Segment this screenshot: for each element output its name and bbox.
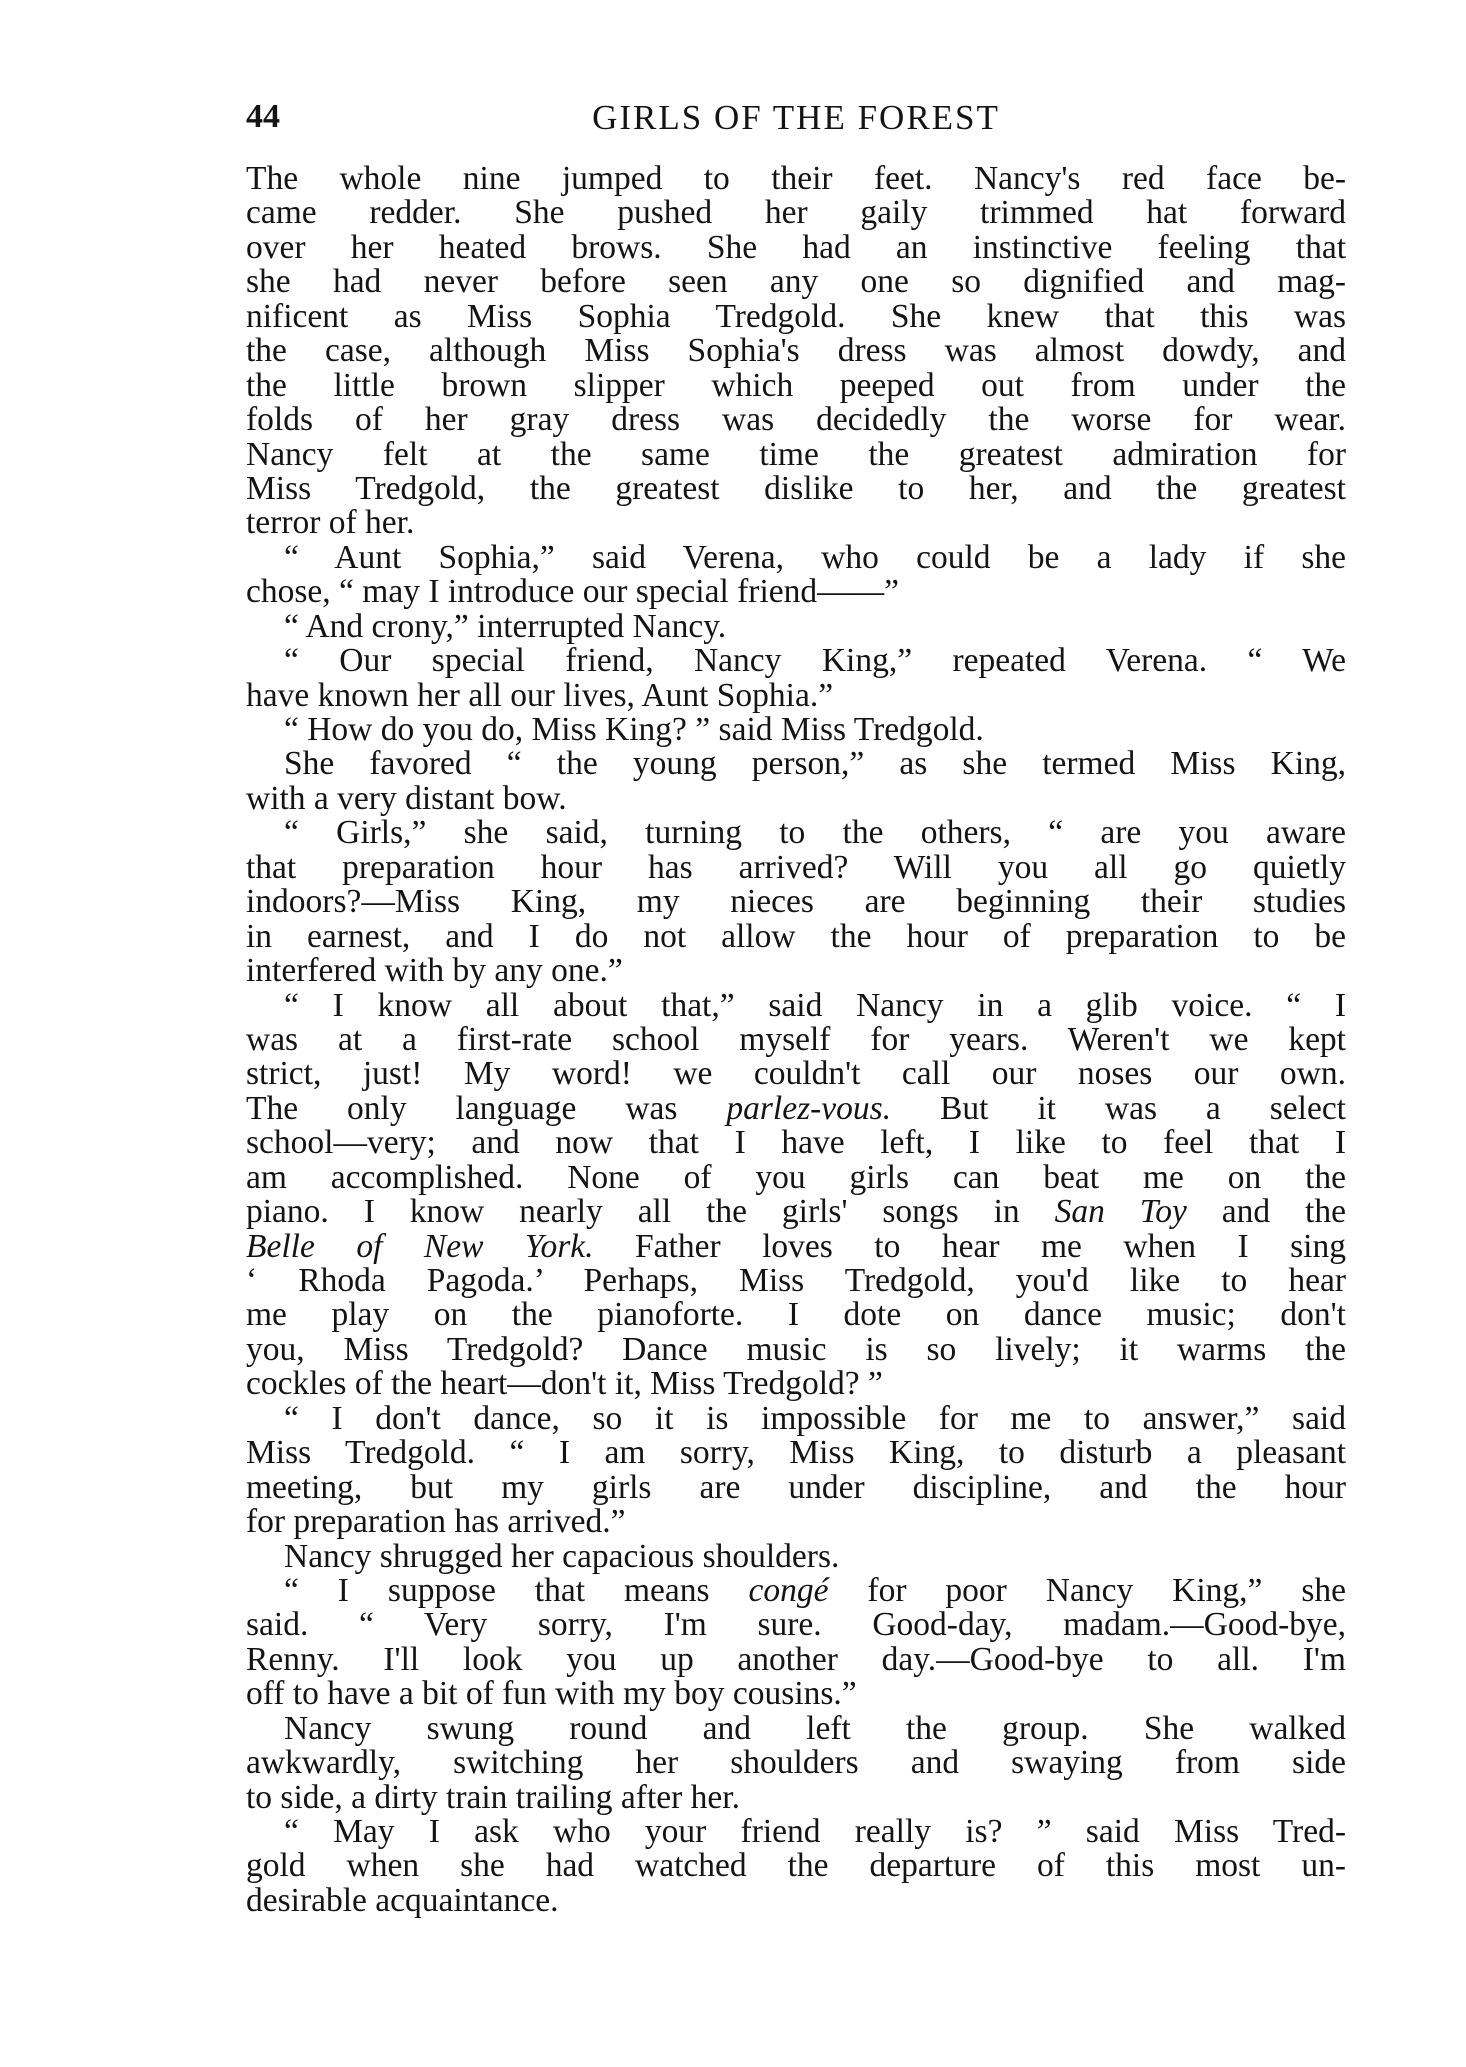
text-line: am accomplished. None of you girls can beat me on the [246,1158,1346,1196]
text-line: strict, just! My word! we couldn't call our noses our own. [246,1055,1346,1093]
text-line: chose, “ may I introduce our special friend——” [246,573,900,611]
text-line: “ I suppose that means congé for poor Nancy King,” she [284,1571,1346,1609]
text-line: off to have a bit of fun with my boy cousins.” [246,1675,857,1713]
text-line: nificent as Miss Sophia Tredgold. She knew that this was [246,297,1346,335]
text-line: The whole nine jumped to their feet. Nancy's red face be- [246,160,1346,197]
text-line: me play on the pianoforte. I dote on dance music; don't [246,1296,1346,1334]
text-line: Miss Tredgold. “ I am sorry, Miss King, to disturb a pleasant [246,1434,1346,1472]
body-text [246,162,1346,1918]
text-line: the case, although Miss Sophia's dress was almost dowdy, and [246,332,1346,370]
text-line: that preparation hour has arrived? Will you all go quietly [246,848,1346,886]
text-line: desirable acquaintance. [246,1881,559,1919]
text-line: interfered with by any one.” [246,952,623,990]
text-line: with a very distant bow. [246,779,567,817]
text-line: terror of her. [246,504,415,542]
text-line: “ May I ask who your friend really is? ” said Miss Tred- [284,1813,1346,1850]
text-line: Belle of New York. Father loves to hear me when I sing [246,1227,1346,1265]
text-line: Nancy swung round and left the group. She walked [284,1709,1346,1747]
text-line: “ Aunt Sophia,” said Verena, who could be a lady if she [284,538,1346,576]
text-line: Renny. I'll look you up another day.—Good-bye to all. I'm [246,1640,1346,1678]
text-line: She favored “ the young person,” as she termed Miss King, [284,745,1346,783]
text-line: indoors?—Miss King, my nieces are beginning their studies [246,883,1346,921]
text-line: “ And crony,” interrupted Nancy. [284,607,727,645]
italic-phrase: San Toy [1054,1193,1187,1231]
text-line: you, Miss Tredgold? Dance music is so lively; it warms the [246,1330,1346,1368]
text-line: came redder. She pushed her gaily trimmed hat forward [246,194,1346,232]
text-line: “ How do you do, Miss King? ” said Miss Tredgold. [284,711,984,748]
text-line: for preparation has arrived.” [246,1503,626,1541]
text-line: awkwardly, switching her shoulders and swaying from side [246,1744,1346,1782]
running-head: GIRLS OF THE FOREST [592,98,1000,137]
text-line: have known her all our lives, Aunt Sophia.” [246,676,834,714]
text-line: gold when she had watched the departure of this most un- [246,1847,1346,1885]
text-line: Nancy shrugged her capacious shoulders. [284,1537,840,1575]
text-line: Miss Tredgold, the greatest dislike to her, and the greatest [246,469,1346,507]
text-line: piano. I know nearly all the girls' songs in San Toy and the [246,1193,1346,1231]
text-line: “ I know all about that,” said Nancy in a glib voice. “ I [284,986,1346,1024]
italic-phrase: parlez-vous. [726,1089,892,1127]
text-line: “ Our special friend, Nancy King,” repeated Verena. “ We [284,642,1346,680]
page-header [246,98,1346,144]
text-line: The only language was parlez-vous. But it was a select [246,1089,1346,1127]
text-line: over her heated brows. She had an instinctive feeling that [246,228,1346,266]
text-line: ‘ Rhoda Pagoda.’ Perhaps, Miss Tredgold, you'd like to hear [246,1262,1346,1299]
italic-phrase: Belle of New York. [246,1227,594,1265]
text-line: to side, a dirty train trailing after her. [246,1778,740,1816]
text-line: cockles of the heart—don't it, Miss Tredgold? ” [246,1365,883,1403]
italic-phrase: congé [748,1571,829,1609]
text-line: was at a first-rate school myself for years. Weren't we kept [246,1020,1346,1058]
text-line: “ Girls,” she said, turning to the others, “ are you aware [284,814,1346,852]
page-number: 44 [246,98,280,135]
text-line: “ I don't dance, so it is impossible for me to answer,” said [284,1399,1346,1437]
text-line: said. “ Very sorry, I'm sure. Good-day, madam.—Good-bye, [246,1606,1346,1644]
text-line: in earnest, and I do not allow the hour of preparation to be [246,917,1346,955]
text-line: she had never before seen any one so dignified and mag- [246,263,1346,301]
text-line: the little brown slipper which peeped out from under the [246,366,1346,404]
text-line: meeting, but my girls are under discipline, and the hour [246,1468,1346,1506]
text-line: school—very; and now that I have left, I like to feel that I [246,1124,1346,1162]
text-line: folds of her gray dress was decidedly the worse for wear. [246,401,1346,439]
text-line: Nancy felt at the same time the greatest admiration for [246,435,1346,473]
